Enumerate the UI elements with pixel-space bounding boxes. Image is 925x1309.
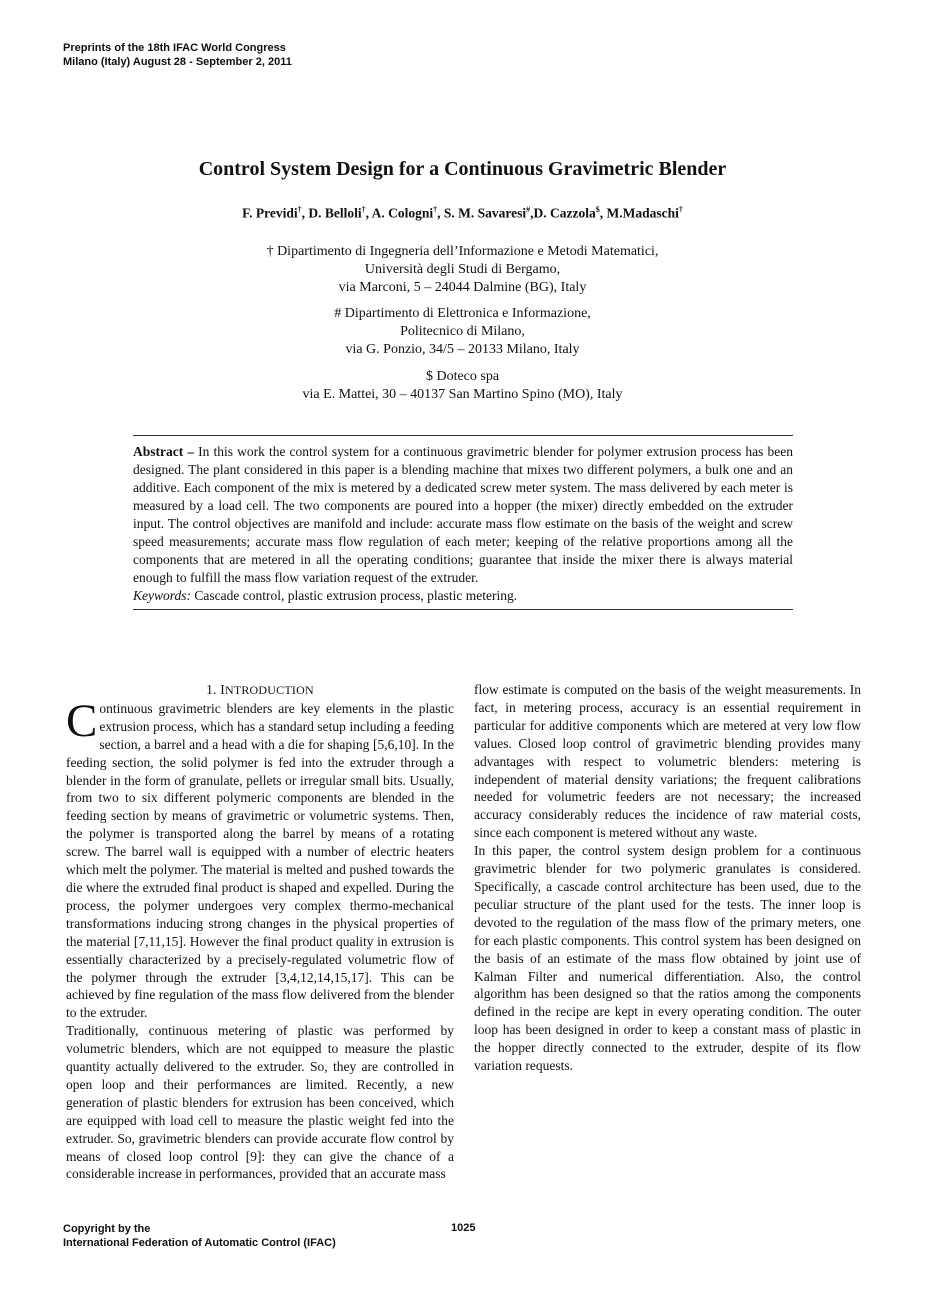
section-number: 1. I [206, 682, 225, 697]
author-name: F. Previdi [242, 205, 298, 221]
affiliation-doteco [0, 368, 925, 404]
affiliation-line: $ Doteco spa [425, 369, 500, 384]
intro-paragraph-2-cont: flow estimate is computed on the basis of the weight measurements. In fact, in metering process, accuracy is an essential requirement in particular for additive components which are metered at very low flow values. Closed loop control of gravimetric blending provides many advantages with respect to volumetric blenders: metering is independent of material density variations; the frequent calibrations needed for volumetric feeders are not necessary; the increased accuracy considerably reduces the incidence of raw material costs, since each component is metered without any waste. [474, 682, 861, 841]
keywords [133, 587, 793, 605]
drop-cap: C [66, 694, 98, 747]
author-affiliation-mark: $ [595, 205, 600, 214]
abstract-body: In this work the control system for a continuous gravimetric blender for polymer extrusion process has been designed. The plant considered in this paper is a blending machine that mixes two different polymers, a bulk one and an additive. Each component of the mix is metered by a dedicated screw meter system. The mass delivered by each meter is measured by a load cell. The two components are poured into a hopper (the mixer) directly embedded on the extruder input. The control objectives are manifold and include: accurate mass flow estimate on the basis of the weight and screw speed measurements; accurate mass flow regulation of each meter; keeping of the relative proportions among all the components that are metered in all the operating conditions; guarantee that inside the mixer there is always material enough to fulfill the mass flow variation request of the extruder. [133, 444, 793, 585]
author-affiliation-mark: † [433, 205, 438, 214]
section-title-smallcaps: NTRODUCTION [224, 683, 314, 697]
intro-paragraph-2: Traditionally, continuous metering of plastic was performed by volumetric blenders, which are not equipped to measure the plastic quantity actually delivered to the extruder. So, they are controlled in open loop and their performances are limited. Recently, a new generation of plastic blenders for extrusion has been conceived, which are equipped with load cell to measure the plastic weight fed into the extruder. So, gravimetric blenders can provide accurate flow control by means of closed loop control [9]: they can give the chance of a considerable increase in performances, provided that an accurate mass [66, 1023, 454, 1182]
intro-paragraph-3: In this paper, the control system design problem for a continuous gravimetric blender for two polymeric granulates is considered. Specifically, a cascade control architecture has been used, due to the peculiar structure of the plant used for the tests. The inner loop is devoted to the regulation of the mass flow of the primary meters, one for each plastic components. This control system has been designed on the basis of an estimate of the mass flow obtained by joint use of Kalman Filter and numerical differentiation. Also, the control algorithm has been designed so that the ratios among the components defined in the recipe are kept in every operating condition. The outer loop has been designed in order to keep a constant mass of plastic in the hopper directly connected to the extruder, despite of its flow variation requests. [474, 843, 861, 1074]
author-name: D. Cazzola [533, 205, 596, 221]
affiliation-line: via Marconi, 5 – 24044 Dalmine (BG), Italy [338, 280, 587, 295]
keywords-label: Keywords: [133, 588, 191, 603]
left-column [66, 681, 454, 1183]
page-number: 1025 [451, 1222, 476, 1234]
header-line-2: Milano (Italy) August 28 - September 2, 2011 [63, 56, 292, 68]
author-name: A. Cologni [371, 205, 434, 221]
affiliation-bergamo [0, 243, 925, 297]
author-affiliation-mark: † [297, 205, 302, 214]
right-column [474, 681, 861, 1075]
footer-line-2: International Federation of Automatic Control (IFAC) [63, 1237, 336, 1249]
affiliation-line: † Dipartimento di Ingegneria dell’Informazione e Metodi Matematici, [266, 244, 659, 259]
paper-title: Control System Design for a Continuous Gravimetric Blender [198, 158, 727, 180]
intro-paragraph-1 [66, 694, 454, 1022]
header-line-1: Preprints of the 18th IFAC World Congress [63, 42, 286, 54]
author-name: S. M. Savaresi [443, 205, 527, 221]
abstract-label: Abstract – [133, 444, 195, 459]
abstract-box [133, 435, 793, 610]
section-heading [66, 681, 454, 700]
affiliation-line: # Dipartimento di Elettronica e Informazione, [334, 306, 591, 321]
author-affiliation-mark: † [361, 205, 366, 214]
keywords-list: Cascade control, plastic extrusion process, plastic metering. [191, 588, 518, 603]
author-affiliation-mark: † [678, 205, 683, 214]
author-name: D. Belloli [308, 205, 362, 221]
author-name: M.Madaschi [606, 205, 679, 221]
affiliation-line: via E. Mattei, 30 – 40137 San Martino Spino (MO), Italy [302, 387, 623, 402]
footer-line-1: Copyright by the [63, 1223, 151, 1235]
affiliation-line: Università degli Studi di Bergamo, [364, 262, 561, 277]
author-list: F. Previdi†, D. Belloli†, A. Cologni†, S. M. Savaresi#,D. Cazzola$, M.Madaschi† [242, 205, 683, 221]
copyright-footer [63, 1222, 336, 1250]
affiliation-polimi [0, 305, 925, 359]
intro-paragraph-1-text: ontinuous gravimetric blenders are key elements in the plastic extrusion process, which has a standard setup including a feeding section, a barrel and a head with a die for shaping [5,6,10]. In the feeding section, the solid polymer is fed into the extruder through a blender in the form of granulate, pellets or irregular small bits. Usually, from two to six different polymeric components are blended in the feeding section by means of gravimetric or volumetric systems. Then, the polymer is transported along the barrel by means of a rotating screw. The barrel wall is equipped with a number of electric heaters which melt the polymer. The material is melted and pushed towards the die where the extruded final product is shaped and expelled. During the process, the polymer undergoes very complex thermo-mechanical transformations inducing strong changes in the physical properties of the material [7,11,15]. However the final product quality in extrusion is essentially characterized by a precisely-regulated volumetric flow of the polymer through the extruder [3,4,12,14,15,17]. This can be achieved by fine regulation of the mass flow delivered from the blender to the extruder. [66, 700, 454, 1021]
affiliation-line: Politecnico di Milano, [400, 324, 525, 339]
author-affiliation-mark: # [526, 205, 531, 214]
running-header [63, 41, 292, 69]
abstract-text [133, 443, 793, 587]
affiliation-line: via G. Ponzio, 34/5 – 20133 Milano, Italy [345, 342, 580, 357]
